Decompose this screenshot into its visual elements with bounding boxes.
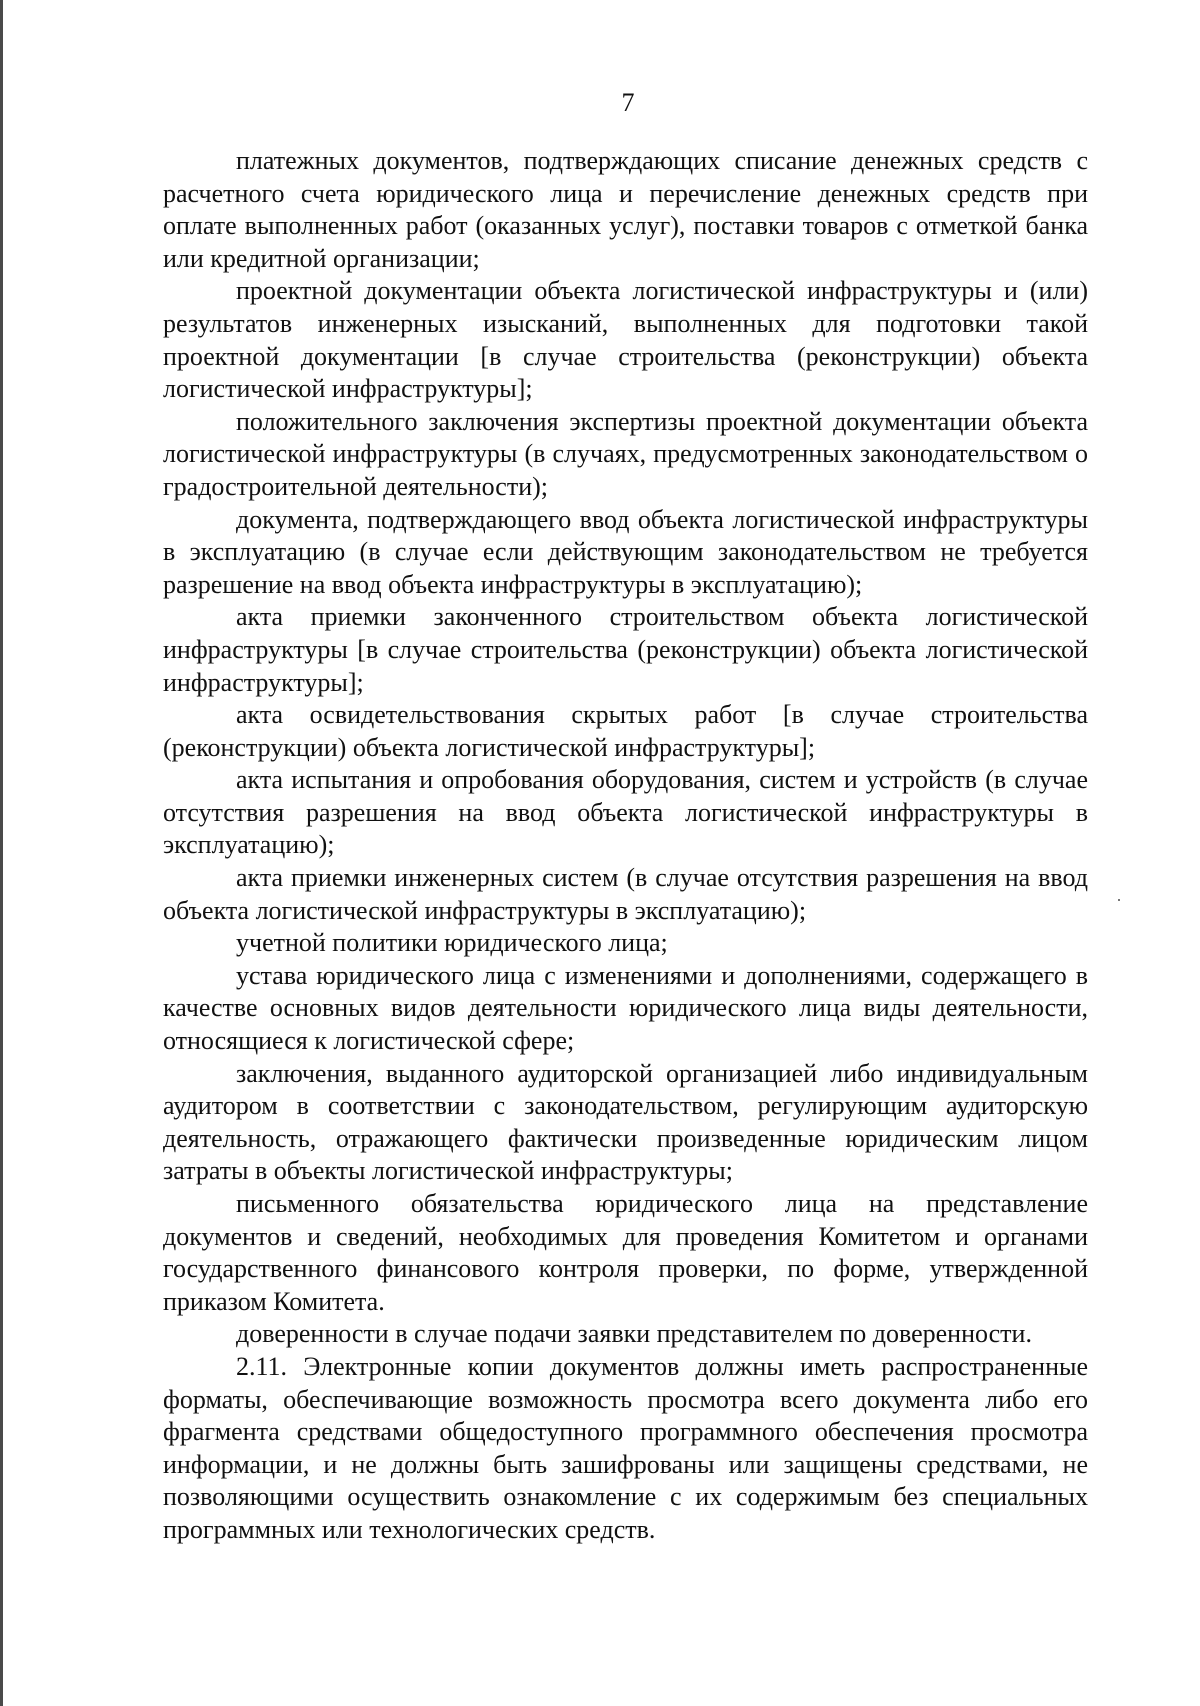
scan-speck [1118, 899, 1120, 901]
paragraph-accounting-policy: учетной политики юридического лица; [236, 928, 668, 958]
paragraph-power-of-attorney: доверенности в случае подачи заявки представителем по доверенности. [236, 1319, 1032, 1349]
paragraph-engineering-systems-act: акта приемки инженерных систем (в случае отсутствия разрешения на ввод объекта логистической инфраструктуры в эксплуатацию); [163, 863, 1088, 925]
document-body [163, 145, 1088, 1547]
scan-edge-line [0, 0, 3, 1706]
paragraph-commissioning-document: документа, подтверждающего ввод объекта логистической инфраструктуры в эксплуатацию (в случае если действующим законодательством не требуется разрешение на ввод объекта инфраструктуры в эксплуатацию); [163, 504, 1088, 599]
paragraph-expertise-conclusion: положительного заключения экспертизы проектной документации объекта логистической инфраструктуры (в случаях, предусмотренных законодательством о градостроительной деятельности); [163, 406, 1088, 501]
paragraph-equipment-testing-act: акта испытания и опробования оборудования, систем и устройств (в случае отсутствия разрешения на ввод объекта логистической инфраструктуры в эксплуатацию); [163, 765, 1088, 860]
paragraph-written-obligation: письменного обязательства юридического лица на представление документов и сведений, необходимых для проведения Комитетом и органами государственного финансового контроля проверки, по форме, утвержденной приказом Комитета. [163, 1189, 1088, 1316]
paragraph-project-documentation: проектной документации объекта логистической инфраструктуры и (или) результатов инженерных изысканий, выполненных для подготовки такой проектной документации [в случае строительства (реконструкции) объекта логистической инфраструктуры]; [163, 276, 1088, 404]
paragraph-acceptance-act: акта приемки законченного строительством объекта логистической инфраструктуры [в случае строительства (реконструкции) объекта логистической инфраструктуры]; [163, 602, 1088, 697]
page-number: 7 [621, 88, 635, 117]
paragraph-audit-conclusion: заключения, выданного аудиторской организацией либо индивидуальным аудитором в соответствии с законодательством, регулирующим аудиторскую деятельность, отражающего фактически произведенные юридическим лицом затраты в объекты логистической инфраструктуры; [163, 1058, 1088, 1186]
paragraph-charter: устава юридического лица с изменениями и дополнениями, содержащего в качестве основных видов деятельности юридического лица виды деятельности, относящиеся к логистической сфере; [163, 960, 1088, 1056]
paragraph-section-2-11: 2.11. Электронные копии документов должны иметь распространенные форматы, обеспечивающие возможность просмотра всего документа либо его фрагмента средствами общедоступного программного обеспечения просмотра информации, и не должны быть зашифрованы или защищены средствами, не позволяющими осуществить ознакомление с их содержимым без специальных программных или технологических средств. [163, 1351, 1088, 1544]
paragraph-payment-documents: платежных документов, подтверждающих списание денежных средств с расчетного счета юридического лица и перечисление денежных средств при оплате выполненных работ (оказанных услуг), поставки товаров с отметкой банка или кредитной организации; [163, 146, 1088, 273]
paragraph-hidden-works-act: акта освидетельствования скрытых работ [в случае строительства (реконструкции) объекта логистической инфраструктуры]; [163, 700, 1088, 762]
